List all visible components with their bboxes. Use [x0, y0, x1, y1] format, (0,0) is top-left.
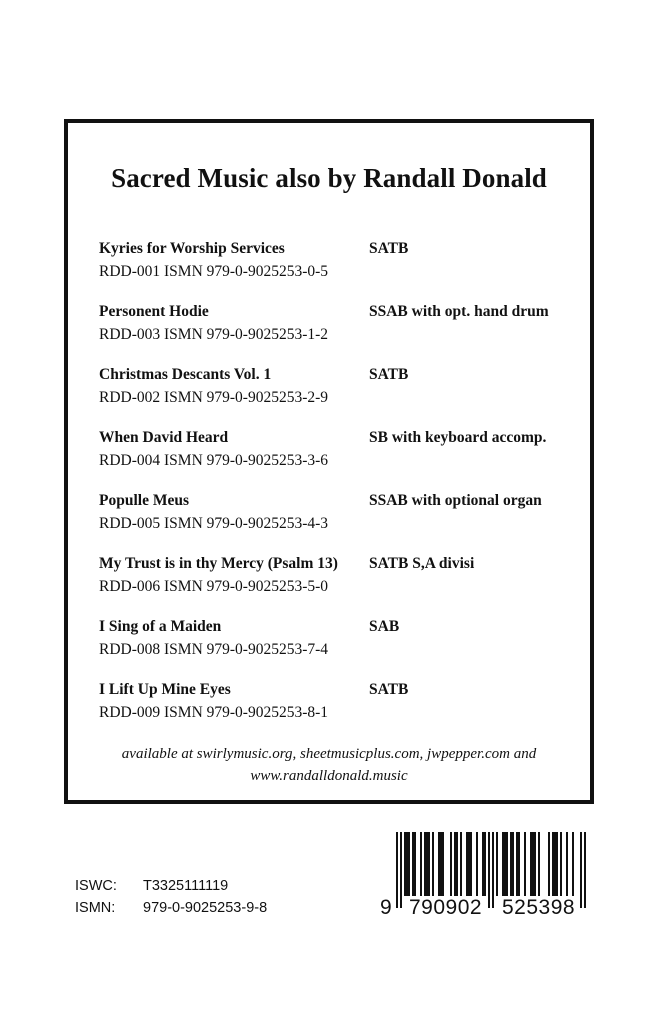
work-voicing: SSAB with optional organ [369, 492, 542, 509]
barcode-bar [408, 832, 410, 896]
work-title: My Trust is in thy Mercy (Psalm 13) [99, 555, 338, 572]
ismn-line [75, 900, 267, 916]
barcode-bar [470, 832, 472, 896]
barcode-bar [584, 832, 586, 908]
barcode-bar [496, 832, 498, 896]
barcode-bar [538, 832, 540, 896]
work-title: When David Heard [99, 429, 229, 446]
barcode-bar [406, 832, 408, 896]
barcode-bar [426, 832, 428, 896]
barcode-bar [534, 832, 536, 896]
barcode-bar [440, 832, 442, 896]
barcode-bar [560, 832, 562, 896]
barcode-bar [400, 832, 402, 908]
availability-url: www.randalldonald.music [250, 768, 408, 784]
barcode-bar [456, 832, 458, 896]
barcode-bar [450, 832, 452, 896]
work-voicing: SATB [369, 366, 409, 383]
barcode-bar [552, 832, 554, 896]
work-title: I Sing of a Maiden [99, 618, 222, 635]
barcode-bar [556, 832, 558, 896]
catalog-list [99, 240, 569, 744]
work-code: RDD-009 ISMN 979-0-9025253-8-1 [99, 704, 329, 721]
barcode-bar [460, 832, 462, 896]
work-title: Christmas Descants Vol. 1 [99, 366, 272, 383]
list-item [99, 555, 569, 618]
barcode-bar [432, 832, 434, 896]
barcode-bar [492, 832, 494, 908]
list-item [99, 681, 569, 744]
list-item [99, 366, 569, 429]
barcode-bar [484, 832, 486, 896]
barcode-bar [530, 832, 532, 896]
availability-line: available at swirlymusic.org, sheetmusicplus.com, jwpepper.com and [121, 746, 537, 762]
barcode-bar [468, 832, 470, 896]
iswc-line [75, 878, 228, 894]
barcode-bar [414, 832, 416, 896]
barcode-bar [518, 832, 520, 896]
barcode-bar [424, 832, 426, 896]
work-voicing: SATB S,A divisi [369, 555, 475, 572]
work-voicing: SATB [369, 681, 409, 698]
list-item [99, 240, 569, 303]
work-title: Populle Meus [99, 492, 189, 509]
list-item [99, 429, 569, 492]
work-title: I Lift Up Mine Eyes [99, 681, 231, 698]
work-code: RDD-006 ISMN 979-0-9025253-5-0 [99, 578, 329, 595]
barcode-bar [412, 832, 414, 896]
barcode-bar [566, 832, 568, 896]
ismn-value: 979-0-9025253-9-8 [143, 900, 268, 916]
list-item [99, 618, 569, 681]
barcode-bar [510, 832, 512, 896]
iswc-label: ISWC: [75, 878, 117, 894]
barcode-bar [516, 832, 518, 896]
work-voicing: SB with keyboard accomp. [369, 429, 547, 446]
barcode-bar [428, 832, 430, 896]
barcode-bar [488, 832, 490, 908]
list-item [99, 492, 569, 555]
list-item [99, 303, 569, 366]
barcode-bar [476, 832, 478, 896]
barcode-bar [482, 832, 484, 896]
work-voicing: SAB [369, 618, 400, 635]
barcode-bar [548, 832, 550, 896]
work-code: RDD-005 ISMN 979-0-9025253-4-3 [99, 515, 329, 532]
availability-note [68, 743, 590, 787]
barcode-bar [404, 832, 406, 896]
barcode-bar [454, 832, 456, 896]
page-title: Sacred Music also by Randall Donald [111, 163, 547, 193]
barcode-bar [524, 832, 526, 896]
ismn-label: ISMN: [75, 900, 116, 916]
barcode-bar [466, 832, 468, 896]
barcode-bar [502, 832, 504, 896]
barcode-bar [396, 832, 398, 908]
work-voicing: SATB [369, 240, 409, 257]
barcode [378, 832, 592, 927]
barcode-bar [442, 832, 444, 896]
barcode-bar [580, 832, 582, 908]
work-voicing: SSAB with opt. hand drum [369, 303, 549, 320]
barcode-bar [512, 832, 514, 896]
work-code: RDD-004 ISMN 979-0-9025253-3-6 [99, 452, 329, 469]
barcode-bar [506, 832, 508, 896]
work-code: RDD-008 ISMN 979-0-9025253-7-4 [99, 641, 329, 658]
barcode-bar [438, 832, 440, 896]
barcode-left-group: 790902 [409, 896, 483, 919]
barcode-bar [554, 832, 556, 896]
work-title: Kyries for Worship Services [99, 240, 285, 257]
work-code: RDD-001 ISMN 979-0-9025253-0-5 [99, 263, 329, 280]
barcode-bar [504, 832, 506, 896]
barcode-bar [420, 832, 422, 896]
barcode-right-group: 525398 [502, 896, 576, 919]
work-code: RDD-002 ISMN 979-0-9025253-2-9 [99, 389, 329, 406]
catalog-box [64, 119, 594, 804]
iswc-value: T3325111119 [143, 878, 229, 894]
barcode-bar [532, 832, 534, 896]
work-title: Personent Hodie [99, 303, 209, 320]
barcode-first-digit: 9 [380, 896, 393, 919]
work-code: RDD-003 ISMN 979-0-9025253-1-2 [99, 326, 329, 343]
barcode-bar [572, 832, 574, 896]
